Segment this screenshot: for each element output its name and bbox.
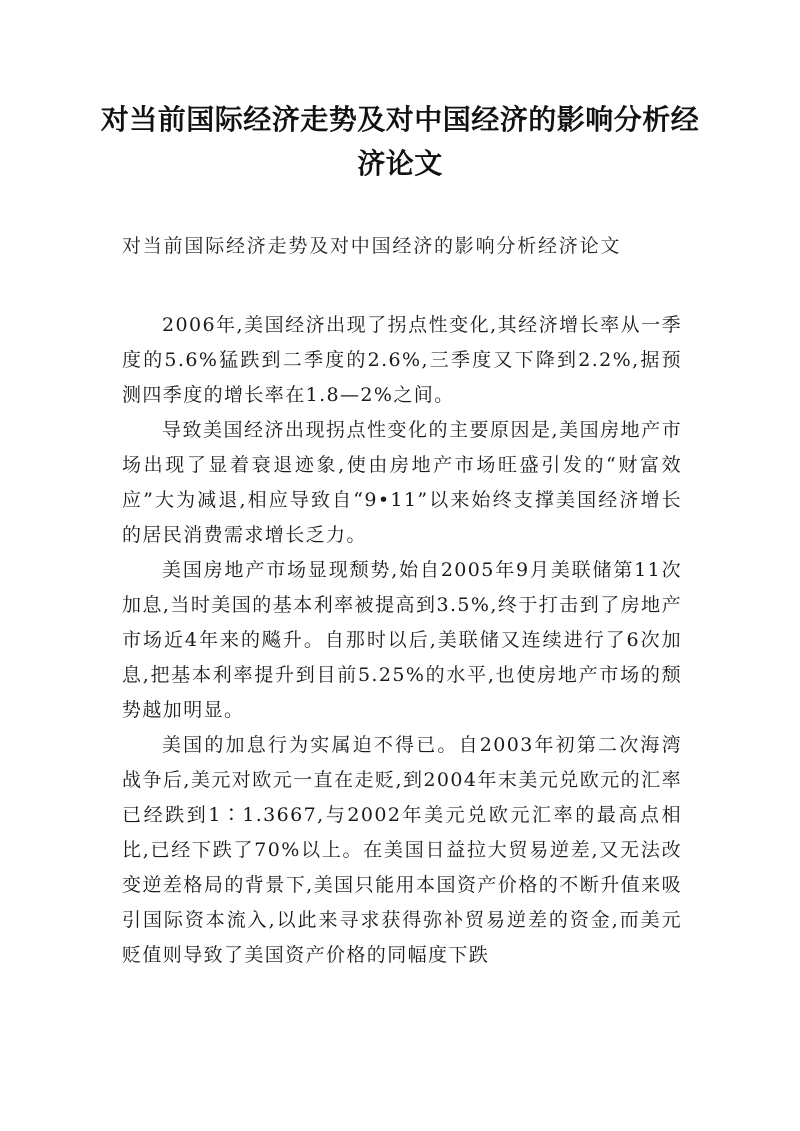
paragraph-1: 2006年,美国经济出现了拐点性变化,其经济增长率从一季度的5.6%猛跌到二季度的2.6%,三季度又下降到2.2%,据预测四季度的增长率在1.8—2%之间。 (122, 314, 682, 406)
document-title: 对当前国际经济走势及对中国经济的影响分析经济论文 (100, 103, 700, 180)
paragraph-4: 美国的加息行为实属迫不得已。自2003年初第二次海湾战争后,美元对欧元一直在走贬,到2004年末美元兑欧元的汇率已经跌到1∶1.3667,与2002年美元兑欧元汇率的最高点相比,已经下跌了70%以上。在美国日益拉大贸易逆差,又无法改变逆差格局的背景下,美国只能用本国资产价格的不断升值来吸引国际资本流入,以此来寻求获得弥补贸易逆差的资金,而美元贬值则导致了美国资产价格的同幅度下跌 (122, 734, 682, 966)
paragraph-2: 导致美国经济出现拐点性变化的主要原因是,美国房地产市场出现了显着衰退迹象,使由房地产市场旺盛引发的“财富效应”大为减退,相应导致自“9•11”以来始终支撑美国经济增长的居民消费需求增长乏力。 (122, 419, 682, 546)
document-subtitle: 对当前国际经济走势及对中国经济的影响分析经济论文 (122, 235, 622, 257)
paragraph-3: 美国房地产市场显现颓势,始自2005年9月美联储第11次加息,当时美国的基本利率被提高到3.5%,终于打击到了房地产市场近4年来的飚升。自那时以后,美联储又连续进行了6次加息,把基本利率提升到目前5.25%的水平,也使房地产市场的颓势越加明显。 (122, 559, 682, 721)
document-body (122, 308, 682, 973)
